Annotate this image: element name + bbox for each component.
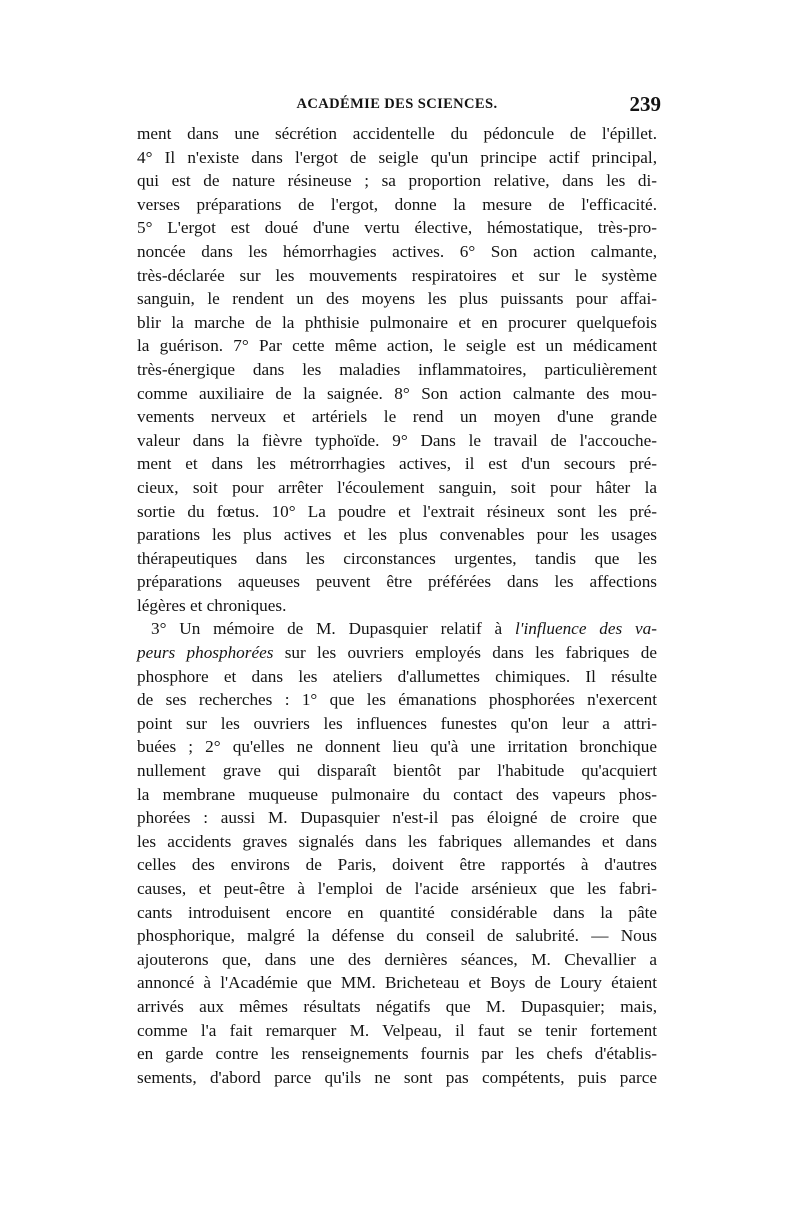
text-line: blir la marche de la phthisie pulmonaire et en procurer quelquefois: [137, 312, 657, 332]
text-line: phosphorique, malgré la défense du conseil de salubrité. — Nous: [137, 926, 657, 946]
text-line: la membrane muqueuse pulmonaire du contact des vapeurs phos-: [137, 784, 657, 804]
running-header: [137, 92, 661, 122]
page-number: 239: [629, 92, 661, 116]
text-line: de ses recherches : 1° que les émanations phosphorées n'exercent: [137, 690, 657, 710]
text-line: ajouterons que, dans une des dernières séances, M. Chevallier a: [137, 949, 657, 969]
text-line: verses préparations de l'ergot, donne la mesure de l'efficacité.: [137, 194, 657, 214]
text-line: point sur les ouvriers les influences funestes qu'on leur a attri-: [137, 713, 657, 733]
text-line: causes, et peut-être à l'emploi de l'acide arsénieux que les fabri-: [137, 879, 657, 898]
text-line: cieux, soit pour arrêter l'écoulement sanguin, soit pour hâter la: [137, 477, 657, 497]
text-line: ment dans une sécrétion accidentelle du pédoncule de l'épillet.: [137, 124, 657, 143]
text-line: phorées : aussi M. Dupasquier n'est-il pas éloigné de croire que: [137, 808, 657, 828]
text-line: celles des environs de Paris, doivent être rapportés à d'autres: [137, 855, 657, 875]
text-line: peurs phosphorées sur les ouvriers employés dans les fabriques de: [137, 643, 657, 663]
text-line: comme auxiliaire de la saignée. 8° Son action calmante des mou-: [137, 383, 657, 403]
text-line: qui est de nature résineuse ; sa proportion relative, dans les di-: [137, 171, 657, 191]
text-line: noncée dans les hémorrhagies actives. 6° Son action calmante,: [137, 241, 657, 261]
text-line: vements nerveux et artériels le rend un moyen d'une grande: [137, 407, 657, 427]
text-line: thérapeutiques dans les circonstances urgentes, tandis que les: [137, 548, 657, 568]
paragraph-ergot-conclusions: [137, 122, 657, 617]
text-line: annoncé à l'Académie que MM. Bricheteau et Boys de Loury étaient: [137, 973, 657, 993]
paragraph-dupasquier-memoir: [137, 617, 657, 1089]
text-line: buées ; 2° qu'elles ne donnent lieu qu'à une irritation bronchique: [137, 737, 657, 757]
text-line: très-énergique dans les maladies inflammatoires, particulièrement: [137, 359, 657, 379]
page-body: [137, 122, 657, 1089]
text-line: phosphore et dans les ateliers d'allumettes chimiques. Il résulte: [137, 666, 657, 686]
text-line: ment et dans les métrorrhagies actives, il est d'un secours pré-: [137, 454, 657, 474]
text-line: comme l'a fait remarquer M. Velpeau, il faut se tenir fortement: [137, 1020, 657, 1040]
text-line: la guérison. 7° Par cette même action, le seigle est un médicament: [137, 336, 657, 356]
text-line: 4° Il n'existe dans l'ergot de seigle qu'un principe actif principal,: [137, 147, 657, 167]
text-line: valeur dans la fièvre typhoïde. 9° Dans le travail de l'accouche-: [137, 430, 657, 450]
page: [137, 92, 661, 1089]
text-line: 5° L'ergot est doué d'une vertu élective, hémostatique, très-pro-: [137, 218, 657, 238]
text-line: sanguin, le rendent un des moyens les plus puissants pour affai-: [137, 289, 657, 309]
running-title: ACADÉMIE DES SCIENCES.: [296, 96, 498, 112]
text-line: préparations aqueuses peuvent être préférées dans les affections: [137, 572, 657, 592]
text-line: sements, d'abord parce qu'ils ne sont pas compétents, puis parce: [137, 1067, 657, 1087]
text-line: légères et chroniques.: [137, 595, 287, 615]
text-line: 3° Un mémoire de M. Dupasquier relatif à l'influence des va-: [151, 619, 657, 639]
text-line: parations les plus actives et les plus convenables pour les usages: [137, 525, 657, 545]
text-line: les accidents graves signalés dans les fabriques allemandes et dans: [137, 831, 657, 851]
text-line: très-déclarée sur les mouvements respiratoires et sur le système: [137, 265, 657, 285]
text-line: cants introduisent encore en quantité considérable dans la pâte: [137, 902, 657, 922]
text-line: arrivés aux mêmes résultats négatifs que M. Dupasquier; mais,: [137, 996, 657, 1016]
text-line: nullement grave qui disparaît bientôt par l'habitude qu'acquiert: [137, 761, 657, 781]
text-line: sortie du fœtus. 10° La poudre et l'extrait résineux sont les pré-: [137, 501, 657, 521]
text-line: en garde contre les renseignements fournis par les chefs d'établis-: [137, 1044, 657, 1064]
